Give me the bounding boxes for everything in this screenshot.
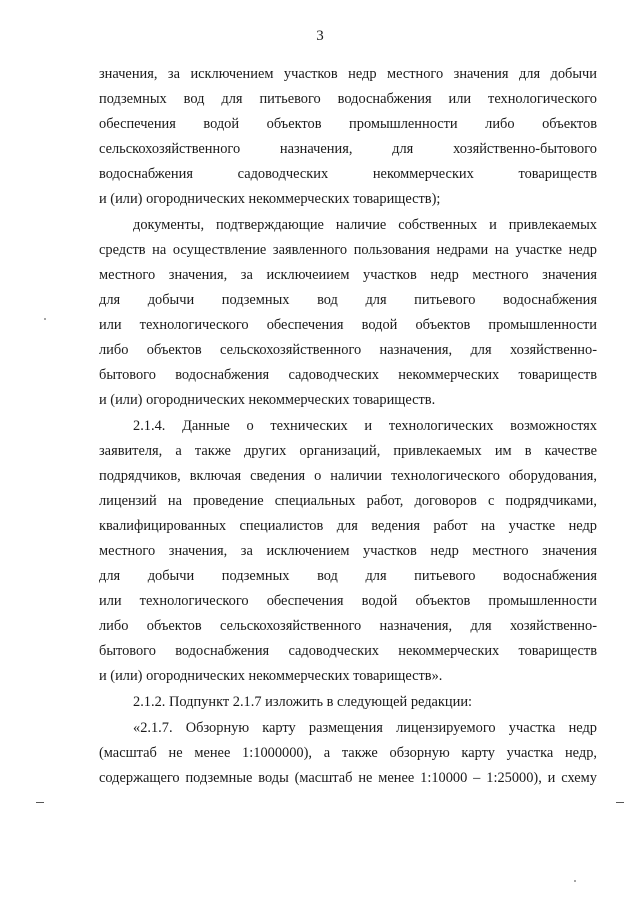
- text-line: и (или) огороднических некоммерческих товариществ».: [99, 668, 443, 684]
- text-line: заявителя, а также других организаций, привлекаемых им в качестве: [99, 443, 597, 459]
- text-line: или технологического обеспечения водой объектов промышленности: [99, 593, 597, 609]
- text-line: лицензий на проведение специальных работ, договоров с подрядчиками,: [99, 493, 597, 509]
- text-line: средств на осуществление заявленного пользования недрами на участке недр: [99, 242, 597, 258]
- text-line: (масштаб не менее 1:1000000), а также обзорную карту участка недр,: [99, 745, 597, 761]
- text-line: документы, подтверждающие наличие собственных и привлекаемых: [133, 217, 597, 233]
- paragraph-section-2-1-4: [99, 414, 597, 689]
- paragraph-section-2-1-7: [99, 716, 597, 791]
- text-line: обеспечения водой объектов промышленности либо объектов: [99, 116, 597, 132]
- text-line: или технологического обеспечения водой объектов промышленности: [99, 317, 597, 333]
- paragraph-documents: [99, 213, 597, 413]
- scan-speck: [44, 318, 46, 320]
- text-line: и (или) огороднических некоммерческих товариществ);: [99, 191, 441, 207]
- margin-mark-left: [36, 802, 44, 803]
- document-body: [99, 62, 597, 792]
- margin-mark-right: [616, 802, 624, 803]
- text-line: «2.1.7. Обзорную карту размещения лицензируемого участка недр: [133, 720, 597, 736]
- paragraph-section-2-1-2: [99, 690, 597, 715]
- text-line: и (или) огороднических некоммерческих товариществ.: [99, 392, 436, 408]
- paragraph-continuation: [99, 62, 597, 212]
- text-line: водоснабжения садоводческих некоммерческих товариществ: [99, 166, 597, 182]
- text-line: для добычи подземных вод для питьевого водоснабжения: [99, 568, 597, 584]
- scan-speck: [574, 880, 576, 882]
- text-line: подрядчиков, включая сведения о наличии технологического оборудования,: [99, 468, 597, 484]
- text-line: значения, за исключением участков недр местного значения для добычи: [99, 66, 597, 82]
- text-line: местного значения, за исключеиием участков недр местного значения: [99, 267, 597, 283]
- text-line: подземных вод для питьевого водоснабжения или технологического: [99, 91, 597, 107]
- text-line: квалифицированных специалистов для ведения работ на участке недр: [99, 518, 597, 534]
- text-line: сельскохозяйственного назначения, для хозяйственно-бытового: [99, 141, 597, 157]
- text-line: местного значения, за исключением участков недр местного значения: [99, 543, 597, 559]
- text-line: для добычи подземных вод для питьевого водоснабжения: [99, 292, 597, 308]
- page-number: 3: [316, 28, 324, 44]
- text-line: бытового водоснабжения садоводческих некоммерческих товариществ: [99, 643, 597, 659]
- text-line: бытового водоснабжения садоводческих некоммерческих товариществ: [99, 367, 597, 383]
- text-line: либо объектов сельскохозяйственного назначения, для хозяйственно-: [99, 618, 597, 634]
- text-line: 2.1.2. Подпункт 2.1.7 изложить в следующей редакции:: [133, 694, 473, 710]
- text-line: содержащего подземные воды (масштаб не менее 1:10000 – 1:25000), и схему: [99, 770, 597, 786]
- text-line: 2.1.4. Данные о технических и технологических возможностях: [133, 418, 597, 434]
- text-line: либо объектов сельскохозяйственного назначения, для хозяйственно-: [99, 342, 597, 358]
